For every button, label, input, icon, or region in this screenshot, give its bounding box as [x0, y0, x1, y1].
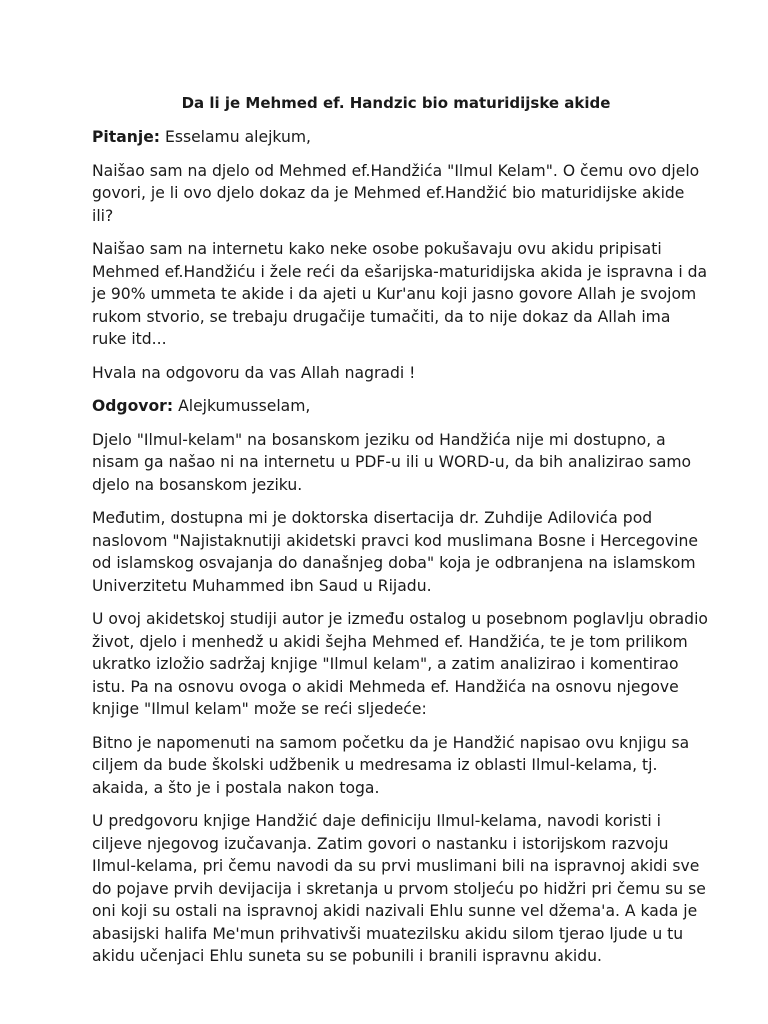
answer-paragraph-4: Bitno je napomenuti na samom početku da je Handžić napisao ovu knjigu sa ciljem da bude školski udžbenik u medresama iz oblasti Ilmul-kelama, tj. akaida, a što je i postala nakon toga. [92, 733, 690, 797]
question-paragraph-2: Naišao sam na internetu kako neke osobe pokušavaju ovu akidu pripisati Mehmed ef.Handžiću i žele reći da ešarijska-maturidijska akida je ispravna i da je 90% ummeta te akide i da ajeti u Kur'anu koji jasno govore Allah je svojom rukom stvorio, se trebaju drugačije tumačiti, da to nije dokaz da Allah ima ruke itd... [92, 240, 708, 348]
question-paragraph-1: Naišao sam na djelo od Mehmed ef.Handžića "Ilmul Kelam". O čemu ovo djelo govori, je li ovo djelo dokaz da je Mehmed ef.Handžić bio maturidijske akide ili? [92, 161, 700, 225]
question-greeting: Esselamu alejkum, [160, 128, 311, 146]
question-paragraph-3: Hvala na odgovoru da vas Allah nagradi ! [92, 363, 416, 382]
answer-paragraph-3: U ovoj akidetskoj studiji autor je između ostalog u posebnom poglavlju obradio život, djelo i menhedž u akidi šejha Mehmed ef. Handžića, te je tom prilikom ukratko izložio sadržaj knjige "Ilmul kelam", a zatim analizirao i komentirao istu. Pa na osnovu ovoga o akidi Mehmeda ef. Handžića na osnovu njegove knjige "Ilmul kelam" može se reći sljedeće: [92, 610, 708, 718]
question-label: Pitanje: [92, 128, 161, 146]
answer-greeting: Alejkumusselam, [173, 397, 311, 415]
answer-paragraph-1: Djelo "Ilmul-kelam" na bosanskom jeziku od Handžića nije mi dostupno, a nisam ga našao ni na internetu u PDF-u ili u WORD-u, da bih analizirao samo djelo na bosanskom jeziku. [92, 430, 692, 494]
answer-label: Odgovor: [92, 397, 174, 415]
document-title: Da li je Mehmed ef. Handzic bio maturidijske akide [181, 94, 611, 112]
answer-heading [92, 395, 708, 418]
question-heading [92, 126, 708, 149]
answer-paragraph-2: Međutim, dostupna mi je doktorska disertacija dr. Zuhdije Adilovića pod naslovom "Najistaknutiji akidetski pravci kod muslimana Bosne i Hercegovine od islamskog osvajanja do današnjeg doba" koja je odbranjena na islamskom Univerzitetu Muhammed ibn Saud u Rijadu. [92, 509, 698, 595]
answer-paragraph-5: U predgovoru knjige Handžić daje definiciju Ilmul-kelama, navodi koristi i ciljeve njegovog izučavanja. Zatim govori o nastanku i istorijskom razvoju Ilmul-kelama, pri čemu navodi da su prvi muslimani bili na ispravnoj akidi sve do pojave prvih devijacija i skretanja u prvom stoljeću po hidžri pri čemu su se oni koji su ostali na ispravnoj akidi nazivali Ehlu sunne vel džema'a. A kada je abasijski halifa Me'mun prihvativši muatezilsku akidu silom tjerao ljude u tu akidu učenjaci Ehlu suneta su se pobunili i branili ispravnu akidu. [92, 812, 706, 965]
